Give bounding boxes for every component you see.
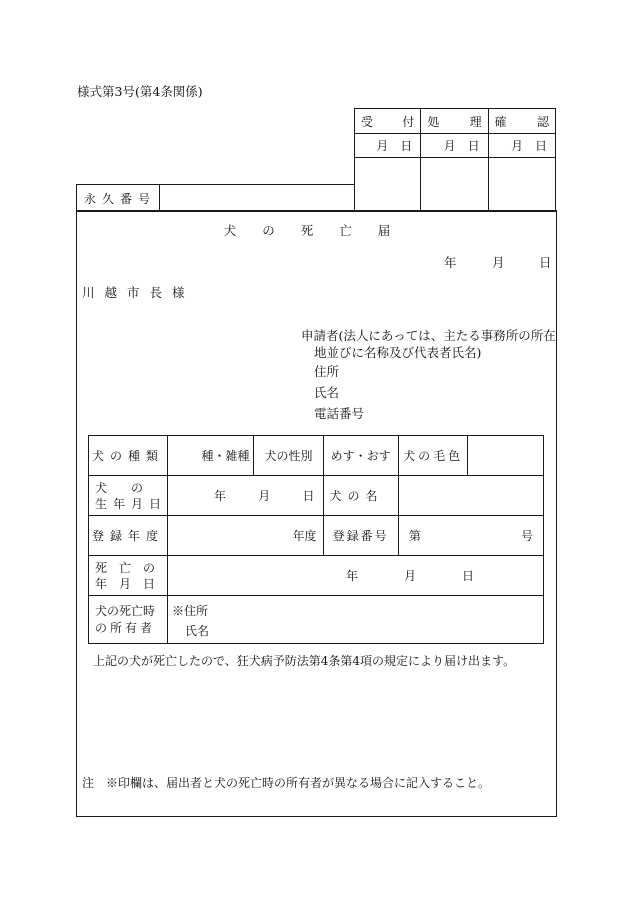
breed-value[interactable]: 種・雑種	[168, 436, 254, 476]
form-title: 犬の死亡届	[223, 223, 417, 238]
statement: 上記の犬が死亡したので、狂犬病予防法第4条第4項の規定により届け出ます。	[93, 654, 516, 668]
office-use-box	[354, 108, 556, 212]
date-day: 日	[539, 255, 552, 270]
applicant-label-line2: 地並びに名称及び代表者氏名)	[314, 345, 482, 360]
office-confirm-stamp[interactable]	[488, 158, 555, 212]
permanent-number-box	[76, 184, 355, 212]
dog-info-table	[88, 435, 544, 644]
birth-label-line2: 生年月日	[95, 496, 168, 511]
office-confirm-head-a: 確	[494, 114, 507, 129]
office-processing-head-b: 理	[469, 114, 482, 129]
office-confirm-head-b: 認	[536, 114, 549, 129]
breed-label: 犬の種類	[89, 436, 168, 476]
death-label-line2: 年 月 日	[95, 576, 156, 591]
office-confirm-date: 月 日	[488, 134, 555, 158]
color-label: 犬の毛色	[398, 436, 468, 476]
death-month-unit: 月	[404, 569, 417, 583]
death-date-label	[89, 556, 168, 596]
form-reference: 様式第3号(第4条関係)	[77, 84, 203, 99]
birth-day-unit: 日	[302, 489, 315, 503]
office-processing-head-a: 処	[427, 114, 440, 129]
date-year: 年	[444, 255, 457, 270]
office-processing-date: 月 日	[421, 134, 488, 158]
owner-address-label: ※住所	[172, 604, 209, 618]
reg-year-label: 登録年度	[89, 516, 168, 556]
office-reception-stamp[interactable]	[355, 158, 421, 212]
birth-year-unit: 年	[214, 489, 227, 503]
applicant-label-line1: 申請者(法人にあっては、主たる事務所の所在	[301, 328, 556, 343]
office-reception-head-a: 受	[361, 114, 374, 129]
office-processing-stamp[interactable]	[421, 158, 488, 212]
sex-label: 犬の性別	[254, 436, 323, 476]
color-value[interactable]	[468, 436, 544, 476]
dog-name-label: 犬の名	[323, 476, 398, 516]
dog-name-field[interactable]	[398, 476, 543, 516]
birth-label-line1: 犬 の	[95, 480, 144, 495]
owner-field[interactable]	[168, 596, 544, 644]
owner-label	[89, 596, 168, 644]
applicant-address-label: 住所	[314, 364, 340, 379]
permanent-number-field[interactable]	[160, 185, 355, 212]
reg-no-suffix: 号	[520, 529, 533, 543]
reg-year-field[interactable]: 年度	[168, 516, 324, 556]
applicant-phone-label: 電話番号	[314, 406, 365, 421]
death-label-line1: 死 亡 の	[95, 560, 156, 575]
death-date-field[interactable]	[168, 556, 544, 596]
reg-no-label: 登録番号	[323, 516, 398, 556]
reg-no-field[interactable]	[398, 516, 543, 556]
owner-label-line2: の所有者	[95, 620, 156, 635]
office-col-reception	[355, 109, 421, 134]
death-year-unit: 年	[346, 569, 359, 583]
permanent-number-label: 永久番号	[77, 185, 160, 212]
footnote: 注 ※印欄は、届出者と犬の死亡時の所有者が異なる場合に記入すること。	[82, 776, 491, 790]
birth-month-unit: 月	[258, 489, 271, 503]
office-reception-date: 月 日	[355, 134, 421, 158]
office-col-processing	[421, 109, 488, 134]
applicant-name-label: 氏名	[314, 385, 340, 400]
death-day-unit: 日	[461, 569, 474, 583]
reg-no-prefix: 第	[408, 529, 421, 543]
owner-name-label: 氏名	[185, 624, 210, 638]
owner-label-line1: 犬の死亡時	[95, 603, 156, 618]
date-month: 月	[492, 255, 505, 270]
office-col-confirm	[488, 109, 555, 134]
addressee: 川越市長様	[82, 285, 195, 300]
sex-value[interactable]: めす・おす	[323, 436, 398, 476]
birth-date-field[interactable]	[168, 476, 324, 516]
birth-label	[89, 476, 168, 516]
office-reception-head-b: 付	[402, 114, 415, 129]
